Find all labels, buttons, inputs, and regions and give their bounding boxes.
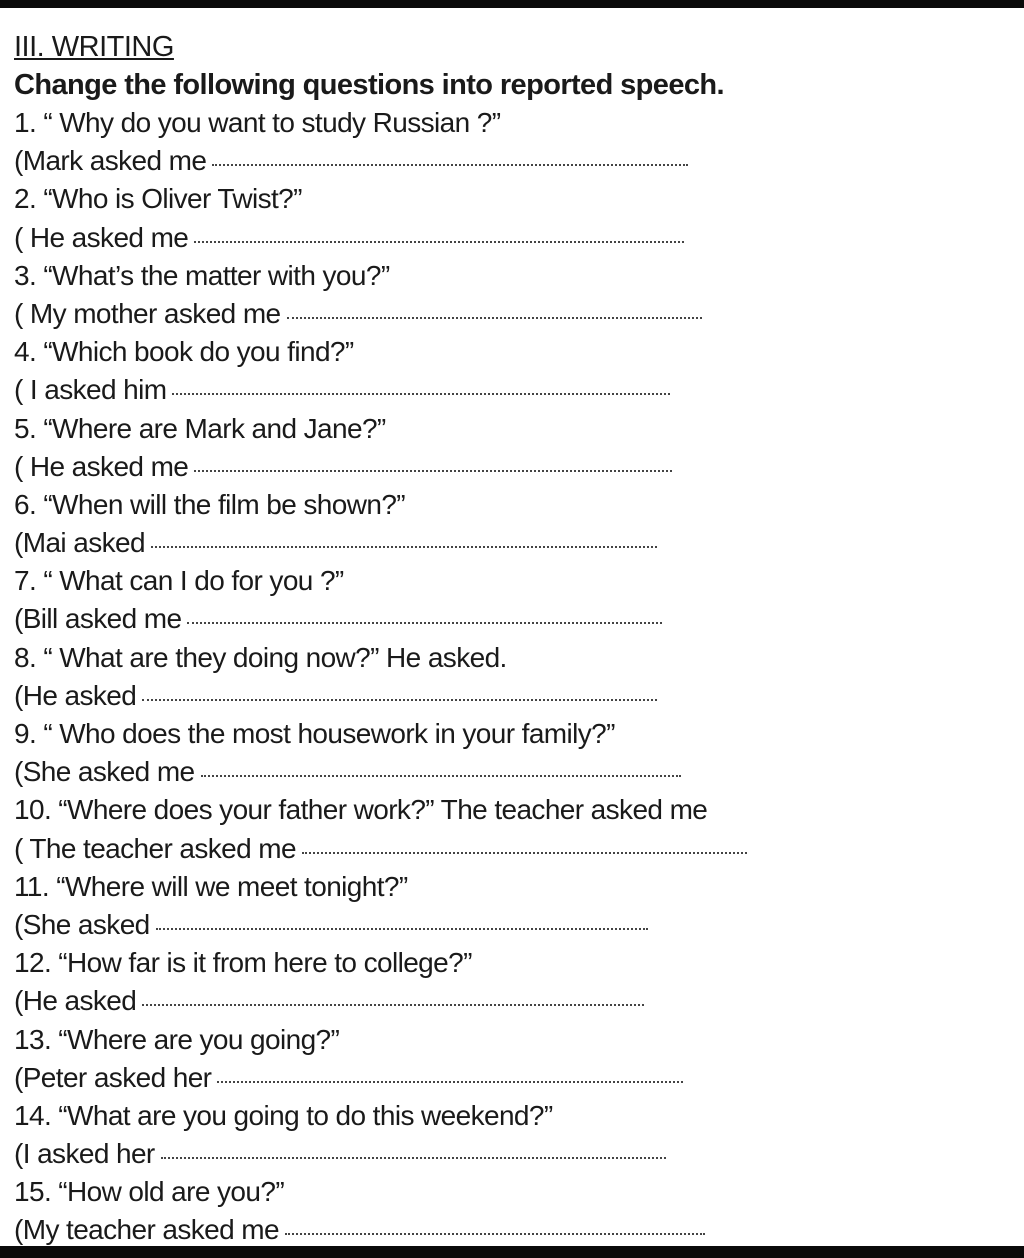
question-text: 6. “When will the film be shown?” [14, 488, 406, 520]
question-14 [14, 1097, 1004, 1173]
question-6 [14, 486, 1004, 562]
answer-prompt: (Mai asked [14, 527, 145, 559]
answer-blank[interactable] [302, 852, 747, 854]
question-text: 13. “Where are you going?” [14, 1023, 340, 1055]
question-text: 2. “Who is Oliver Twist?” [14, 183, 302, 215]
question-text: 11. “Where will we meet tonight?” [14, 870, 408, 902]
question-9 [14, 715, 1004, 791]
answer-prompt: (He asked [14, 985, 137, 1017]
question-8 [14, 639, 1004, 715]
question-text: 7. “ What can I do for you ?” [14, 565, 344, 597]
answer-line[interactable] [14, 142, 1004, 180]
question-10 [14, 791, 1004, 867]
answer-blank[interactable] [287, 317, 702, 319]
question-2 [14, 180, 1004, 256]
question-text: 1. “ Why do you want to study Russian ?” [14, 107, 501, 138]
question-5 [14, 410, 1004, 486]
answer-line[interactable] [14, 1211, 1004, 1249]
answer-line[interactable] [14, 371, 1004, 409]
question-11 [14, 868, 1004, 944]
answer-line[interactable] [14, 753, 1004, 791]
answer-prompt: (She asked me [14, 756, 195, 788]
answer-prompt: ( I asked him [14, 374, 167, 406]
answer-line[interactable] [14, 1059, 1004, 1097]
answer-line[interactable] [14, 1135, 1004, 1173]
answer-prompt: (Bill asked me [14, 603, 182, 635]
question-12 [14, 944, 1004, 1020]
question-text: 3. “What’s the matter with you?” [14, 259, 390, 291]
answer-prompt: ( My mother asked me [14, 297, 281, 329]
answer-prompt: (I asked her [14, 1138, 155, 1170]
question-text: 12. “How far is it from here to college?” [14, 947, 472, 979]
bottom-border [0, 1246, 1024, 1258]
question-3 [14, 257, 1004, 333]
answer-line[interactable] [14, 830, 1004, 868]
question-text: 15. “How old are you?” [14, 1176, 285, 1208]
top-border [0, 0, 1024, 8]
answer-blank[interactable] [212, 164, 688, 166]
question-13 [14, 1021, 1004, 1097]
question-7 [14, 562, 1004, 638]
instruction: Change the following questions into reported speech. [14, 69, 724, 101]
answer-line[interactable] [14, 982, 1004, 1020]
question-text: 8. “ What are they doing now?” He asked. [14, 641, 507, 673]
answer-line[interactable] [14, 600, 1004, 638]
section-heading: III. WRITING [14, 31, 174, 63]
answer-blank[interactable] [172, 393, 670, 395]
answer-blank[interactable] [194, 470, 672, 472]
answer-prompt: (Peter asked her [14, 1061, 212, 1093]
answer-blank[interactable] [142, 699, 657, 701]
answer-prompt: ( The teacher asked me [14, 832, 296, 864]
answer-prompt: (She asked [14, 908, 150, 940]
answer-line[interactable] [14, 906, 1004, 944]
question-4 [14, 333, 1004, 409]
answer-prompt: ( He asked me [14, 450, 189, 482]
answer-prompt: (My teacher asked me [14, 1214, 279, 1246]
answer-blank[interactable] [161, 1157, 666, 1159]
question-text: 4. “Which book do you find?” [14, 336, 354, 368]
question-15 [14, 1173, 1004, 1249]
answer-blank[interactable] [285, 1233, 705, 1235]
question-text: 10. “Where does your father work?” The teacher asked me [14, 794, 708, 826]
answer-blank[interactable] [142, 1004, 644, 1006]
answer-blank[interactable] [187, 622, 662, 624]
answer-line[interactable] [14, 448, 1004, 486]
answer-prompt: (He asked [14, 679, 137, 711]
answer-line[interactable] [14, 524, 1004, 562]
answer-blank[interactable] [151, 546, 657, 548]
answer-line[interactable] [14, 219, 1004, 257]
answer-blank[interactable] [156, 928, 648, 930]
question-1 [14, 104, 1004, 180]
question-text: 5. “Where are Mark and Jane?” [14, 412, 386, 444]
question-text: 14. “What are you going to do this weekend?” [14, 1099, 553, 1131]
worksheet [14, 28, 1004, 1250]
answer-prompt: ( He asked me [14, 221, 189, 253]
answer-line[interactable] [14, 295, 1004, 333]
answer-blank[interactable] [194, 241, 684, 243]
question-text: 9. “ Who does the most housework in your family?” [14, 718, 615, 749]
answer-prompt: (Mark asked me [14, 145, 207, 177]
answer-blank[interactable] [217, 1081, 683, 1083]
answer-line[interactable] [14, 677, 1004, 715]
answer-blank[interactable] [201, 775, 681, 777]
